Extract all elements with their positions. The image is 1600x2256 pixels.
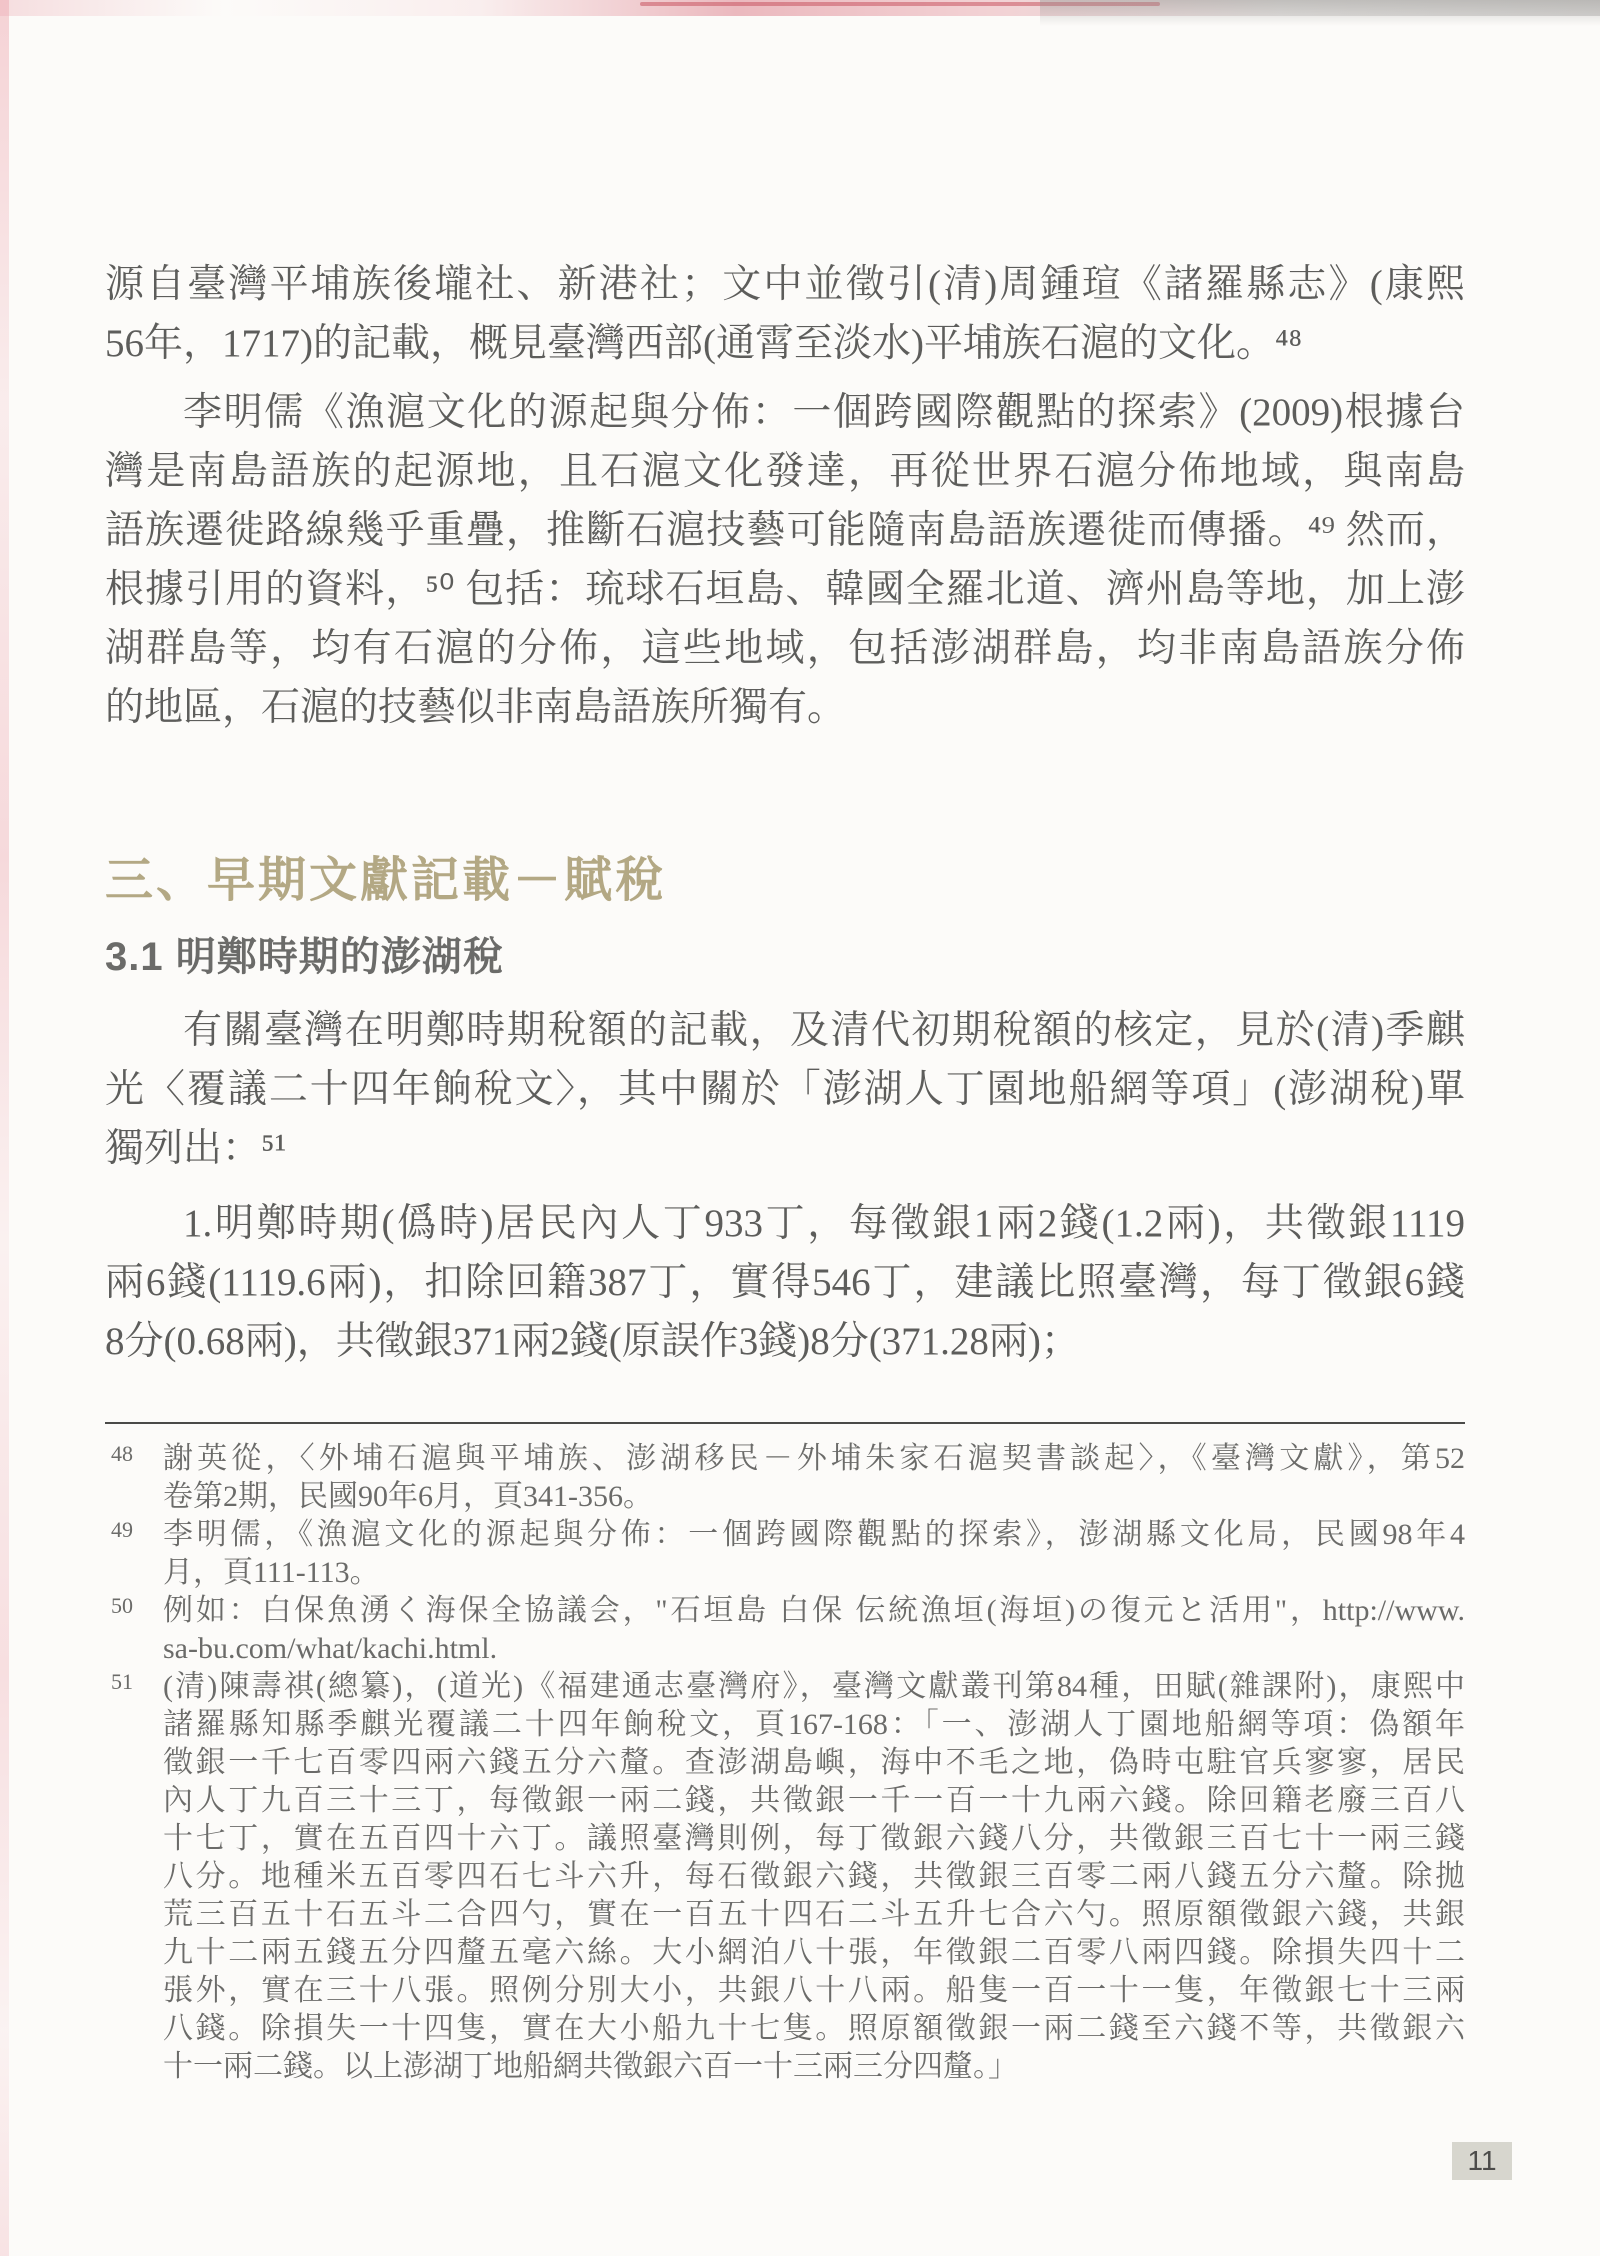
- page-number: 11: [1467, 2145, 1497, 2176]
- footnote-line: 八分。地種米五百零四石七斗六升，每石徵銀六錢，共徵銀三百零二兩八錢五分六釐。除拋: [163, 1860, 1465, 1893]
- footnote-48: [105, 1440, 1465, 1516]
- footnote-50: [105, 1592, 1465, 1668]
- footnote-line: 八錢。除損失一十四隻，實在大小船九十七隻。照原額徵銀一兩二錢至六錢不等，共徵銀六: [163, 2012, 1465, 2045]
- footnote-line: (清)陳壽祺(總纂)，(道光)《福建通志臺灣府》，臺灣文獻叢刊第84種，田賦(雜課附)，康熙中: [163, 1670, 1465, 1703]
- footnote-line: 內人丁九百三十三丁，每徵銀一兩二錢，共徵銀一千一百一十九兩六錢。除回籍老廢三百八: [163, 1784, 1465, 1817]
- subsection-heading: 3.1 明鄭時期的澎湖稅: [105, 935, 504, 979]
- body-line: 的地區，石滬的技藝似非南島語族所獨有。: [105, 686, 847, 729]
- footnote-number: 49: [111, 1517, 133, 1542]
- section-heading: 三、早期文獻記載－賦稅: [105, 854, 667, 907]
- footnote-line: sa-bu.com/what/kachi.html.: [163, 1632, 498, 1665]
- main-text-column: [105, 255, 1465, 1371]
- footnote-line: 月，頁111-113。: [163, 1556, 380, 1589]
- scan-smudge-top-right: [1040, 0, 1600, 26]
- footnote-line: 諸羅縣知縣季麒光覆議二十四年餉稅文，頁167-168：「一、澎湖人丁園地船網等項：偽額年: [163, 1708, 1465, 1741]
- footnote-line: 荒三百五十石五斗二合四勺，實在一百五十四石二斗五升七合六勺。照原額徵銀六錢，共銀: [163, 1898, 1465, 1931]
- footnote-line: 卷第2期，民國90年6月，頁341-356。: [163, 1480, 653, 1513]
- footnote-49: [105, 1516, 1465, 1592]
- body-line: 根據引用的資料，⁵⁰ 包括：琉球石垣島、韓國全羅北道、濟州島等地，加上澎: [105, 568, 1465, 611]
- body-line: 李明儒《漁滬文化的源起與分佈：一個跨國際觀點的探索》(2009)根據台: [183, 391, 1465, 434]
- body-line: 56年，1717)的記載，概見臺灣西部(通霄至淡水)平埔族石滬的文化。⁴⁸: [105, 322, 1303, 365]
- body-line: 源自臺灣平埔族後壠社、新港社；文中並徵引(清)周鍾瑄《諸羅縣志》(康熙: [105, 263, 1465, 306]
- footnote-line: 十七丁，實在五百四十六丁。議照臺灣則例，每丁徵銀六錢八分，共徵銀三百七十一兩三錢: [163, 1822, 1465, 1855]
- footnote-line: 張外，實在三十八張。照例分別大小，共銀八十八兩。船隻一百一十一隻，年徵銀七十三兩: [163, 1974, 1465, 2007]
- body-line: 灣是南島語族的起源地，且石滬文化發達，再從世界石滬分佈地域，與南島: [105, 450, 1465, 493]
- body-line: 8分(0.68兩)，共徵銀371兩2錢(原誤作3錢)8分(371.28兩)；: [105, 1320, 1080, 1363]
- footnote-number: 48: [111, 1441, 133, 1466]
- footnote-separator: [105, 1422, 1465, 1424]
- footnote-line: 徵銀一千七百零四兩六錢五分六釐。查澎湖島嶼，海中不毛之地，偽時屯駐官兵寥寥，居民: [163, 1746, 1465, 1779]
- body-line: 兩6錢(1119.6兩)，扣除回籍387丁，實得546丁，建議比照臺灣，每丁徵銀6錢: [105, 1261, 1465, 1304]
- footnote-line: 謝英從，〈外埔石滬與平埔族、澎湖移民－外埔朱家石滬契書談起〉，《臺灣文獻》，第52: [163, 1442, 1465, 1475]
- page-number-box: [1452, 2142, 1512, 2180]
- body-line: 湖群島等，均有石滬的分佈，這些地域，包括澎湖群島，均非南島語族分佈: [105, 627, 1465, 670]
- footnote-line: 十一兩二錢。以上澎湖丁地船網共徵銀六百一十三兩三分四釐。」: [163, 2050, 1018, 2083]
- body-line: 語族遷徙路線幾乎重疊，推斷石滬技藝可能隨南島語族遷徙而傳播。⁴⁹ 然而，: [105, 509, 1465, 552]
- footnote-line: 李明儒，《漁滬文化的源起與分佈：一個跨國際觀點的探索》，澎湖縣文化局，民國98年4: [163, 1518, 1465, 1551]
- footnotes-section: [105, 1422, 1465, 2086]
- body-line: 1.明鄭時期(僞時)居民內人丁933丁，每徵銀1兩2錢(1.2兩)，共徵銀1119: [183, 1202, 1465, 1245]
- body-line: 光〈覆議二十四年餉稅文〉，其中關於「澎湖人丁園地船網等項」(澎湖稅)單: [105, 1068, 1465, 1111]
- body-line: 獨列出：⁵¹: [105, 1127, 287, 1170]
- body-line: 有關臺灣在明鄭時期稅額的記載，及清代初期稅額的核定，見於(清)季麒: [183, 1009, 1465, 1052]
- footnote-number: 51: [111, 1669, 133, 1694]
- footnote-51: [105, 1668, 1465, 2086]
- footnote-line: 九十二兩五錢五分四釐五毫六絲。大小網泊八十張，年徵銀二百零八兩四錢。除損失四十二: [163, 1936, 1465, 1969]
- footnote-line: 例如：白保魚湧く海保全協議会，"石垣島 白保 伝統漁垣(海垣)の復元と活用"，http://www.: [163, 1594, 1465, 1627]
- scan-streak-left: [0, 0, 9, 2256]
- footnote-number: 50: [111, 1593, 133, 1618]
